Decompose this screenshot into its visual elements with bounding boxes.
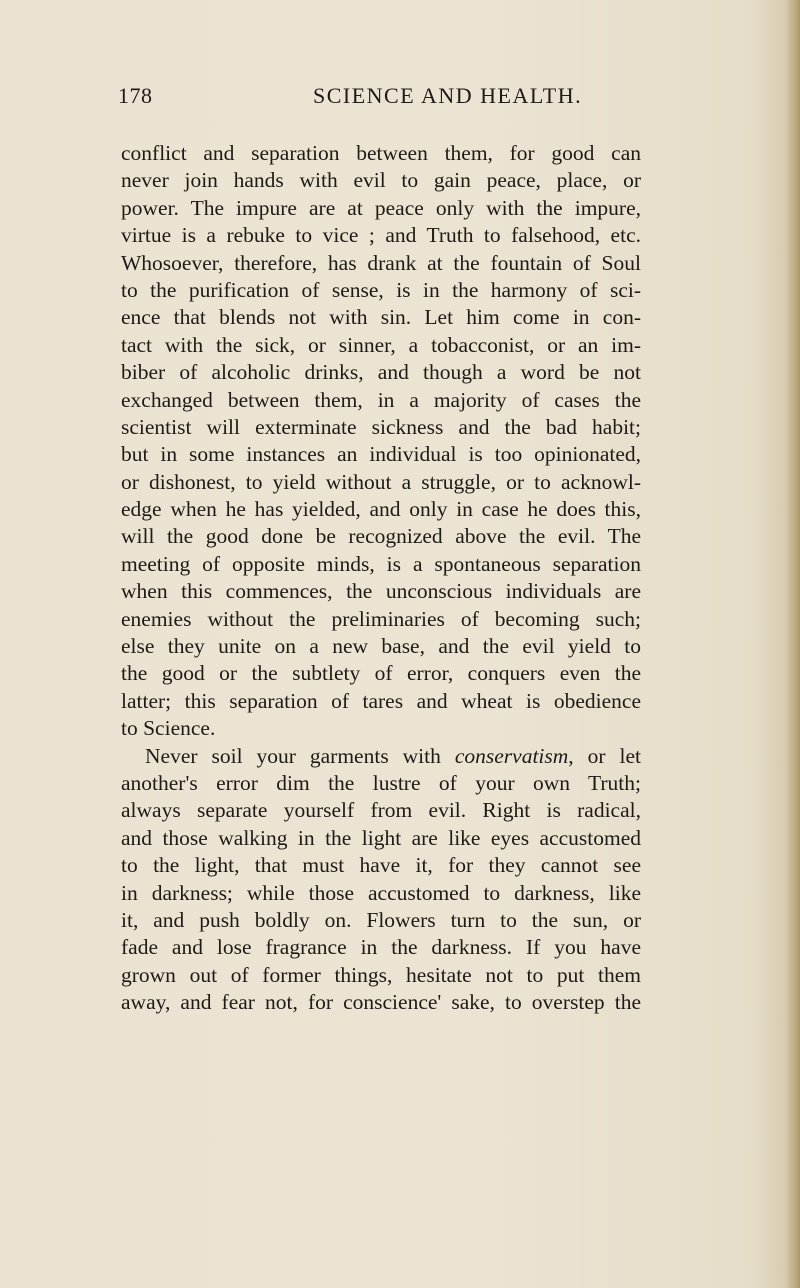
paragraph-start-line xyxy=(121,743,641,770)
text-line: will the good done be recognized above the evil. The xyxy=(121,524,641,549)
text-line: meeting of opposite minds, is a spontaneous separation xyxy=(121,551,641,576)
text-line: it, and push boldly on. Flowers turn to the sun, or xyxy=(121,907,641,932)
text-line: power. The impure are at peace only with the impure, xyxy=(121,195,641,220)
text-line: tact with the sick, or sinner, a tobacconist, or an im- xyxy=(121,332,641,357)
text-line: latter; this separation of tares and wheat is obedience xyxy=(121,688,641,713)
text-run: Never soil your garments with xyxy=(145,743,455,768)
text-line: always separate yourself from evil. Right is radical, xyxy=(121,798,641,823)
text-line: or dishonest, to yield without a struggle, or to acknowl- xyxy=(121,469,641,494)
italic-word: conservatism xyxy=(454,743,569,768)
text-line: to the light, that must have it, for they cannot see xyxy=(121,853,641,878)
text-line: and those walking in the light are like eyes accustomed xyxy=(121,825,641,850)
text-run: , or let xyxy=(568,743,641,768)
text-line: in darkness; while those accustomed to darkness, like xyxy=(121,880,641,905)
text-line: conflict and separation between them, for good can xyxy=(121,141,641,165)
text-line: scientist will exterminate sickness and the bad habit; xyxy=(121,414,641,439)
text-line: fade and lose fragrance in the darkness. If you have xyxy=(121,935,641,960)
text-line: but in some instances an individual is too opinionated, xyxy=(121,442,641,467)
text-line: to the purification of sense, is in the harmony of sci- xyxy=(121,277,641,302)
text-line: away, and fear not, for conscience' sake, to overstep the xyxy=(121,990,641,1015)
running-head xyxy=(118,83,638,113)
text-line: Whosoever, therefore, has drank at the fountain of Soul xyxy=(121,250,641,275)
text-line: biber of alcoholic drinks, and though a word be not xyxy=(121,360,641,385)
paragraph-end-line: to Science. xyxy=(121,716,216,741)
running-title: SCIENCE AND HEALTH. xyxy=(313,83,583,108)
text-line: virtue is a rebuke to vice ; and Truth to falsehood, etc. xyxy=(121,223,641,248)
text-line: enemies without the preliminaries of becoming such; xyxy=(121,606,641,631)
text-line: when this commences, the unconscious individuals are xyxy=(121,579,641,604)
text-line: another's error dim the lustre of your own Truth; xyxy=(121,770,641,795)
text-line: grown out of former things, hesitate not to put them xyxy=(121,962,641,987)
text-line: edge when he has yielded, and only in case he does this, xyxy=(121,497,641,522)
page-edge-shadow xyxy=(786,0,800,1288)
text-line: exchanged between them, in a majority of cases the xyxy=(121,387,641,412)
body-text xyxy=(121,140,641,1017)
text-line: else they unite on a new base, and the evil yield to xyxy=(121,634,641,659)
text-line: ence that blends not with sin. Let him come in con- xyxy=(121,305,641,330)
page-number: 178 xyxy=(118,83,153,108)
text-line: never join hands with evil to gain peace, place, or xyxy=(121,168,641,193)
text-line: the good or the subtlety of error, conquers even the xyxy=(121,661,641,686)
